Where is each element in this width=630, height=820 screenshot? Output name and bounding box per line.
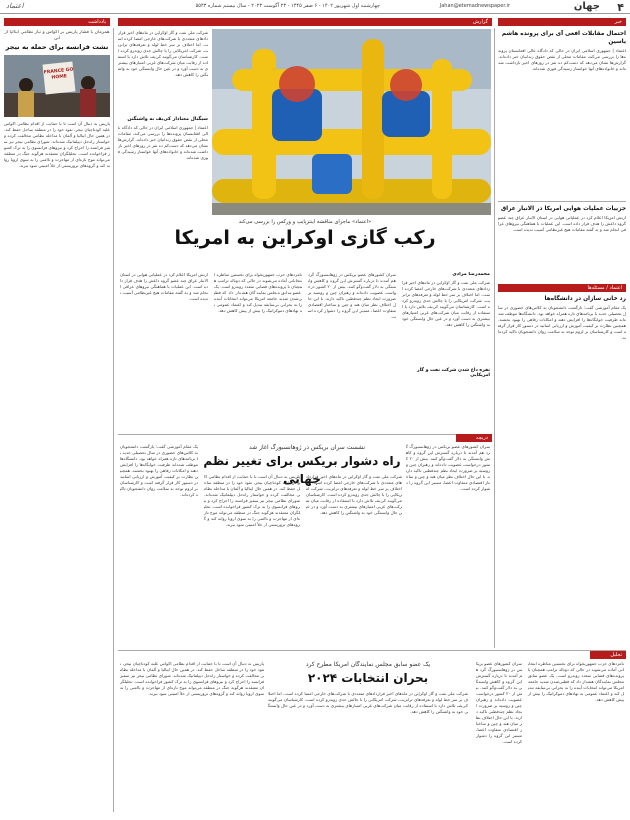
election-story xyxy=(118,661,626,815)
right-top-body: اعتماد | جمهوری اسلامی ایران در حالی که دادگاه عالی افغانستان پرونده‌ها را بررسی می‌کند، مقامات محلی از نقض حقوق زندانیان خبر داده‌اند. گزارش‌ها نشان می‌دهد که دست‌کم ده نفر در روزهای اخیر بازداشت شده‌اند و خانواده‌های آنها خواستار رسیدگی فوری شده‌اند. xyxy=(498,48,626,71)
main-story-side-heading: سیگنال معنادار کی‌یف به واشنگتن xyxy=(127,117,208,122)
election-col-2: سران کشورهای عضو بریکس در ژوهانسبورگ گرد هم آمدند تا درباره گسترش این گروه و کاهش وابستگی به دلار گفت‌وگو کنند. بیش از ۲۰ کشور درخواست عضویت داده‌اند و رهبران چین و روسیه بر ضرورت ایجاد نظم چندقطبی تاکید دارند. با این حال اختلاف نظر میان هند و چین و ساختار اقتصادی متفاوت اعضا، مسیر این گروه را دشوار کرده است. xyxy=(476,661,522,744)
gas-pipes-photo xyxy=(212,29,491,215)
protest-sign-text: FRANCE GO HOME xyxy=(43,67,74,81)
main-story-col-1: شرکت ملی نفت و گاز اوکراین در ماه‌های اخیر قراردادهای متعددی با شرکت‌های خارجی امضا کرده است. اما اختلاف بر سر خط لوله و تعرفه‌های ترانزیت، شرکت امریکایی را با چالش جدی روبه‌رو کرده است. کارشناسان می‌گویند کی‌یف تلاش دارد با استفاده از رقابت میان شرکت‌های غربی امتیازهای بیشتری به دست آورد و در عین حال وابستگی خود به واشنگتن را کاهش دهد. xyxy=(402,280,490,327)
left-title: نشت فرانسه برای حمله به نیجر xyxy=(5,43,109,51)
horizontal-divider xyxy=(118,434,492,435)
page-header xyxy=(0,0,630,14)
right-column xyxy=(498,30,626,648)
brics-story xyxy=(118,444,492,644)
right-bottom-body: یک مقام آموزشی گفت: بازگشت دانشجویان به کلاس‌های حضوری در سال تحصیلی جدید با برنامه‌های تازه همراه خواهد بود. دانشگاه‌ها موظف شده‌اند ظرفیت خوابگاه‌ها را افزایش دهند و امکانات رفاهی را بهبود بخشند. همچنین نظارت بر کیفیت آموزش و ارزیابی اساتید در دستور کار قرار گرفته است و کارشناسان بر لزوم توجه به سلامت روان دانشجویان تاکید کرده‌اند. xyxy=(498,305,626,340)
column-divider xyxy=(113,28,114,812)
main-story-subhead: نقره داغ شدن شرکت نفت و گاز امریکایی xyxy=(402,368,490,378)
main-story-side xyxy=(118,30,208,215)
election-kicker: یک عضو سابق مجلس نمایندگان امریکا مطرح کرد xyxy=(305,661,431,668)
newspaper-logo: اعتماد xyxy=(6,2,24,10)
main-story-body xyxy=(118,272,492,432)
election-col-4: پاریس به دنبال آن است تا با حمایت از اقدام نظامی اکواس علیه کودتاچیان نیجر، نفوذ خود را در منطقه ساحل حفظ کند. در همین حال ایتالیا و آلمان با مداخله نظامی مخالفت کرده و خواستار راه‌حل دیپلماتیک شده‌اند. شورای نظامی نیجر نیز سفیر فرانسه را اخراج کرد و نیروهای فرانسوی را به ترک کشور فراخوانده است. تحلیلگران معتقدند هرگونه جنگ در منطقه می‌تواند موج تازه‌ای از مهاجرت و ناامنی را به سوی اروپا روانه کند و گروه‌های تروریستی از خلأ امنیتی سود ببرند. xyxy=(120,661,264,696)
section-name: جهان xyxy=(573,1,600,12)
election-col-3: شرکت ملی نفت و گاز اوکراین در ماه‌های اخیر قراردادهای متعددی با شرکت‌های خارجی امضا کرده است. اما اختلاف بر سر خط لوله و تعرفه‌های ترانزیت، شرکت امریکایی را با چالش جدی روبه‌رو کرده است. کارشناسان می‌گویند کی‌یف تلاش دارد با استفاده از رقابت میان شرکت‌های غربی امتیازهای بیشتری به دست آورد و در عین حال وابستگی خود به واشنگتن را کاهش دهد. xyxy=(268,691,468,714)
section-label-note: یادداشت xyxy=(4,18,110,26)
brics-title: راه دشوار بریکس برای تغییر نظم جهانی xyxy=(203,454,401,486)
main-story-title: رکب گازی اوکراین به امریکا xyxy=(174,227,436,249)
section-email[interactable]: Jahan@etemadnewspaper.ir xyxy=(439,3,510,9)
section-label-issue: اعتماد / مسئله‌ها xyxy=(498,284,626,292)
left-column xyxy=(4,30,110,814)
section-label-khabar: خبر xyxy=(498,18,626,26)
right-mid-title: جزییات عملیات هوایی امریکا در الانبار عراق xyxy=(500,206,626,212)
main-story-side-text-2: اعتماد | جمهوری اسلامی ایران در حالی که دادگاه عالی افغانستان پرونده‌ها را بررسی می‌کند، مقامات محلی از نقض حقوق زندانیان خبر داده‌اند. گزارش‌ها نشان می‌دهد که دست‌کم ده نفر در روزهای اخیر بازداشت شده‌اند و خانواده‌های آنها خواستار رسیدگی فوری شده‌اند. xyxy=(118,125,208,160)
main-story-col-2: سران کشورهای عضو بریکس در ژوهانسبورگ گرد هم آمدند تا درباره گسترش این گروه و کاهش وابستگی به دلار گفت‌وگو کنند. بیش از ۲۰ کشور درخواست عضویت داده‌اند و رهبران چین و روسیه بر ضرورت ایجاد نظم چندقطبی تاکید دارند. با این حال اختلاف نظر میان هند و چین و ساختار اقتصادی متفاوت اعضا، مسیر این گروه را دشوار کرده است. xyxy=(308,272,396,319)
right-top-title: احتمال مقابلات افعی آی برای پرونده هاشم یاسین xyxy=(501,31,626,45)
horizontal-divider xyxy=(498,201,626,202)
section-label-report: گزارش xyxy=(118,18,492,26)
main-story-byline: محمدرضا مرادی xyxy=(452,272,490,277)
left-subtitle: همزمان با فشار پاریس بر اکواس و نیاز نظامی ایتالیا از این xyxy=(4,30,110,41)
main-story-kicker: «اعتماد» ماجرای مناقشه اینترپایپ و ورکس را بررسی می‌کند xyxy=(238,219,372,225)
column-divider xyxy=(494,28,495,648)
right-bottom-title: رد خانی سازان در دانشگاه‌ها xyxy=(544,296,626,302)
horizontal-divider xyxy=(118,650,626,651)
brics-col-2: شرکت ملی نفت و گاز اوکراین در ماه‌های اخیر قراردادهای متعددی با شرکت‌های خارجی امضا کرده است. اما اختلاف بر سر خط لوله و تعرفه‌های ترانزیت، شرکت امریکایی را با چالش جدی روبه‌رو کرده است. کارشناسان می‌گویند کی‌یف تلاش دارد با استفاده از رقابت میان شرکت‌های غربی امتیازهای بیشتری به دست آورد و در عین حال وابستگی خود به واشنگتن را کاهش دهد. xyxy=(306,474,402,515)
dateline: چهارشنبه اول شهریور ۱۴۰۲ - ۶ صفر ۱۴۴۵ - ۲۳ آگوست ۲۰۲۳ - سال بیستم شماره ۵۵۴۳ xyxy=(195,3,380,9)
main-story-header xyxy=(118,219,492,271)
section-label-window: دریچه xyxy=(456,434,492,442)
main-story-col-4: ارتش امریکا اعلام کرد در عملیاتی هوایی در استان الانبار عراق چند عضو گروه داعش را هدف قرار داده است. این عملیات با هماهنگی نیروهای عراقی انجام شد و به گفته مقامات هیچ غیرنظامی آسیب ندیده است. xyxy=(120,272,208,301)
main-story-side-text: شرکت ملی نفت و گاز اوکراین در ماه‌های اخیر قراردادهای متعددی با شرکت‌های خارجی امضا کرده است. اما اختلاف بر سر خط لوله و تعرفه‌های ترانزیت، شرکت امریکایی را با چالش جدی روبه‌رو کرده است. کارشناسان می‌گویند کی‌یف تلاش دارد با استفاده از رقابت میان شرکت‌های غربی امتیازهای بیشتری به دست آورد و در عین حال وابستگی خود به واشنگتن را کاهش دهد. xyxy=(118,30,208,77)
election-col-1: نامزدهای حزب جمهوریخواه برای نخستین مناظره انتخاباتی آماده می‌شوند در حالی که دونالد ترامپ همچنان با پرونده‌های قضایی متعدد روبه‌رو است. یک عضو سابق مجلس نمایندگان هشدار داد که قطبی‌شدن شدید جامعه امریکا می‌تواند انتخابات آینده را به بحرانی بی‌سابقه تبدیل کند و اعتماد عمومی به نهادهای دموکراتیک را بیش از پیش کاهش دهد. xyxy=(527,661,624,702)
left-body: پاریس به دنبال آن است تا با حمایت از اقدام نظامی اکواس علیه کودتاچیان نیجر، نفوذ خود را در منطقه ساحل حفظ کند. در همین حال ایتالیا و آلمان با مداخله نظامی مخالفت کرده و خواستار راه‌حل دیپلماتیک شده‌اند. شورای نظامی نیجر نیز سفیر فرانسه را اخراج کرد و نیروهای فرانسوی را به ترک کشور فراخوانده است. تحلیلگران معتقدند هرگونه جنگ در منطقه می‌تواند موج تازه‌ای از مهاجرت و ناامنی را به سوی اروپا روانه کند و گروه‌های تروریستی از خلأ امنیتی سود ببرند. xyxy=(4,121,110,168)
right-mid-body: ارتش امریکا اعلام کرد در عملیاتی هوایی در استان الانبار عراق چند عضو گروه داعش را هدف قرار داده است. این عملیات با هماهنگی نیروهای عراقی انجام شد و به گفته مقامات هیچ غیرنظامی آسیب ندیده است. xyxy=(498,215,626,232)
main-story-col-3: نامزدهای حزب جمهوریخواه برای نخستین مناظره انتخاباتی آماده می‌شوند در حالی که دونالد ترامپ همچنان با پرونده‌های قضایی متعدد روبه‌رو است. یک عضو سابق مجلس نمایندگان هشدار داد که قطبی‌شدن شدید جامعه امریکا می‌تواند انتخابات آینده را به بحرانی بی‌سابقه تبدیل کند و اعتماد عمومی به نهادهای دموکراتیک را بیش از پیش کاهش دهد. xyxy=(214,272,302,313)
brics-col-4: یک مقام آموزشی گفت: بازگشت دانشجویان به کلاس‌های حضوری در سال تحصیلی جدید با برنامه‌های تازه همراه خواهد بود. دانشگاه‌ها موظف شده‌اند ظرفیت خوابگاه‌ها را افزایش دهند و امکانات رفاهی را بهبود بخشند. همچنین نظارت بر کیفیت آموزش و ارزیابی اساتید در دستور کار قرار گرفته است و کارشناسان بر لزوم توجه به سلامت روان دانشجویان تاکید کرده‌اند. xyxy=(120,444,198,497)
page-number: ۴ xyxy=(617,1,624,14)
brics-kicker: نشست سران بریکس در ژوهانسبورگ آغاز شد xyxy=(249,444,365,451)
brics-col-1: سران کشورهای عضو بریکس در ژوهانسبورگ گرد هم آمدند تا درباره گسترش این گروه و کاهش وابستگی به دلار گفت‌وگو کنند. بیش از ۲۰ کشور درخواست عضویت داده‌اند و رهبران چین و روسیه بر ضرورت ایجاد نظم چندقطبی تاکید دارند. با این حال اختلاف نظر میان هند و چین و ساختار اقتصادی متفاوت اعضا، مسیر این گروه را دشوار کرده است. xyxy=(406,444,491,491)
protest-photo xyxy=(4,55,110,117)
election-title: بحران انتخابات ۲۰۲۴ xyxy=(307,671,429,685)
section-label-analysis: تحلیل xyxy=(590,651,626,659)
brics-col-3: پاریس به دنبال آن است تا با حمایت از اقدام نظامی اکواس علیه کودتاچیان نیجر، نفوذ خود را در منطقه ساحل حفظ کند. در همین حال ایتالیا و آلمان با مداخله نظامی مخالفت کرده و خواستار راه‌حل دیپلماتیک شده‌اند. شورای نظامی نیجر نیز سفیر فرانسه را اخراج کرد و نیروهای فرانسوی را به ترک کشور فراخوانده است. تحلیلگران معتقدند هرگونه جنگ در منطقه می‌تواند موج تازه‌ای از مهاجرت و ناامنی را به سوی اروپا روانه کند و گروه‌های تروریستی از خلأ امنیتی سود ببرند. xyxy=(204,474,300,527)
